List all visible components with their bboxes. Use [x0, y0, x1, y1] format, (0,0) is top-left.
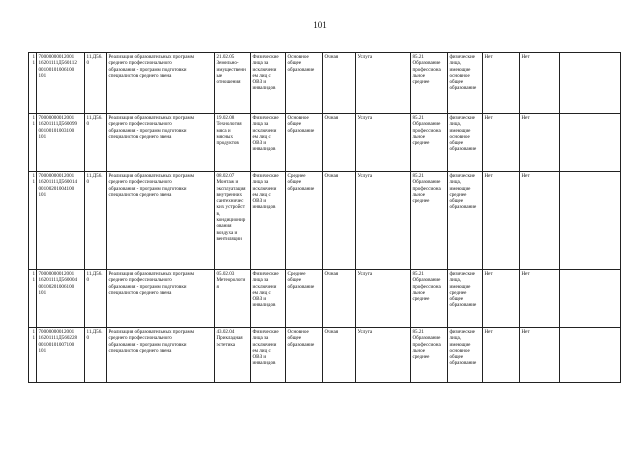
recipients: физические лица, имеющие основное общее образование: [448, 53, 483, 114]
flag-cell: Нет: [483, 114, 520, 172]
row-number: 11: [29, 172, 37, 270]
study-form: Очная: [323, 53, 356, 114]
okved-code: 85.21 Образование профессиона льное среднее: [411, 114, 448, 172]
specialty: 43.02.04 Прикладная эстетика: [215, 328, 251, 383]
flag-cell: Нет: [520, 328, 560, 383]
empty-cell: [560, 270, 621, 328]
okved-code: 85.21 Образование профессиона льное среднее: [411, 270, 448, 328]
flag-cell: Нет: [520, 114, 560, 172]
flag-cell: Нет: [483, 172, 520, 270]
okved-code: 85.21 Образование профессиона льное среднее: [411, 328, 448, 383]
consumer-category: Физические лица за исключени ем лиц с ОВЗ и инвалидов: [251, 328, 286, 383]
services-table: [28, 52, 621, 383]
education-base: Основное общее образование: [286, 328, 323, 383]
empty-cell: [560, 328, 621, 383]
row-number: 11: [29, 53, 37, 114]
service-name: Реализация образовательных программ среднего профессионального образования - программ подготовки специалистов среднего звена: [107, 114, 215, 172]
registry-number: 70000000012001 16201111Д560112 00100101006100 101: [37, 53, 85, 114]
service-name: Реализация образовательных программ среднего профессионального образования - программ подготовки специалистов среднего звена: [107, 172, 215, 270]
specialty: 05.02.03 Метеорологи я: [215, 270, 251, 328]
flag-cell: Нет: [483, 328, 520, 383]
service-type: Услуга: [356, 172, 411, 270]
service-type: Услуга: [356, 53, 411, 114]
table-row: [29, 172, 621, 270]
service-code: 11.Д56.0: [85, 328, 107, 383]
empty-cell: [560, 172, 621, 270]
flag-cell: Нет: [520, 53, 560, 114]
page-number: 101: [313, 20, 327, 30]
registry-number: 70000000012001 16201111Д560014 00100201004100 101: [37, 172, 85, 270]
specialty: 08.02.07 Монтаж и эксплуатация внутренних сантехничес ких устройств, кондиционир ования воздуха и вентиляции: [215, 172, 251, 270]
education-base: Среднее общее образование: [286, 172, 323, 270]
study-form: Очная: [323, 114, 356, 172]
study-form: Очная: [323, 328, 356, 383]
service-type: Услуга: [356, 328, 411, 383]
registry-number: 70000000012001 16201111Д560228 00100101007100 101: [37, 328, 85, 383]
education-base: Основное общее образование: [286, 53, 323, 114]
service-name: Реализация образовательных программ среднего профессионального образования - программ подготовки специалистов среднего звена: [107, 270, 215, 328]
study-form: Очная: [323, 270, 356, 328]
flag-cell: Нет: [483, 53, 520, 114]
okved-code: 85.21 Образование профессиона льное среднее: [411, 172, 448, 270]
table-row: [29, 114, 621, 172]
row-number: 11: [29, 114, 37, 172]
flag-cell: Нет: [483, 270, 520, 328]
empty-cell: [560, 53, 621, 114]
consumer-category: Физические лица за исключени ем лиц с ОВЗ и инвалидов: [251, 172, 286, 270]
service-code: 11.Д56.0: [85, 114, 107, 172]
recipients: физические лица, имеющие основное общее образование: [448, 328, 483, 383]
row-number: 11: [29, 270, 37, 328]
service-code: 11.Д56.0: [85, 172, 107, 270]
consumer-category: Физические лица за исключени ем лиц с ОВЗ и инвалидов: [251, 270, 286, 328]
education-base: Среднее общее образование: [286, 270, 323, 328]
empty-cell: [560, 114, 621, 172]
service-code: 11.Д56.0: [85, 270, 107, 328]
service-name: Реализация образовательных программ среднего профессионального образования - программ подготовки специалистов среднего звена: [107, 328, 215, 383]
specialty: 21.02.05 Земельно- имущественные отношения: [215, 53, 251, 114]
registry-number: 70000000012001 16201111Д560099 00100101003100 101: [37, 114, 85, 172]
flag-cell: Нет: [520, 172, 560, 270]
flag-cell: Нет: [520, 270, 560, 328]
recipients: физические лица, имеющие среднее общее образование: [448, 270, 483, 328]
table-row: [29, 53, 621, 114]
table-row: [29, 270, 621, 328]
specialty: 19.02.08 Технология мяса и мясных продуктов: [215, 114, 251, 172]
education-base: Основное общее образование: [286, 114, 323, 172]
service-type: Услуга: [356, 114, 411, 172]
service-code: 11.Д56.0: [85, 53, 107, 114]
service-name: Реализация образовательных программ среднего профессионального образования - программ подготовки специалистов среднего звена: [107, 53, 215, 114]
row-number: 11: [29, 328, 37, 383]
table-row: [29, 328, 621, 383]
recipients: физические лица, имеющие среднее общее образование: [448, 172, 483, 270]
consumer-category: Физические лица за исключени ем лиц с ОВЗ и инвалидов: [251, 114, 286, 172]
study-form: Очная: [323, 172, 356, 270]
okved-code: 85.21 Образование профессиона льное среднее: [411, 53, 448, 114]
registry-number: 70000000012001 16201111Д560004 00100201006100 101: [37, 270, 85, 328]
consumer-category: Физические лица за исключени ем лиц с ОВЗ и инвалидов: [251, 53, 286, 114]
service-type: Услуга: [356, 270, 411, 328]
recipients: физические лица, имеющие основное общее образование: [448, 114, 483, 172]
